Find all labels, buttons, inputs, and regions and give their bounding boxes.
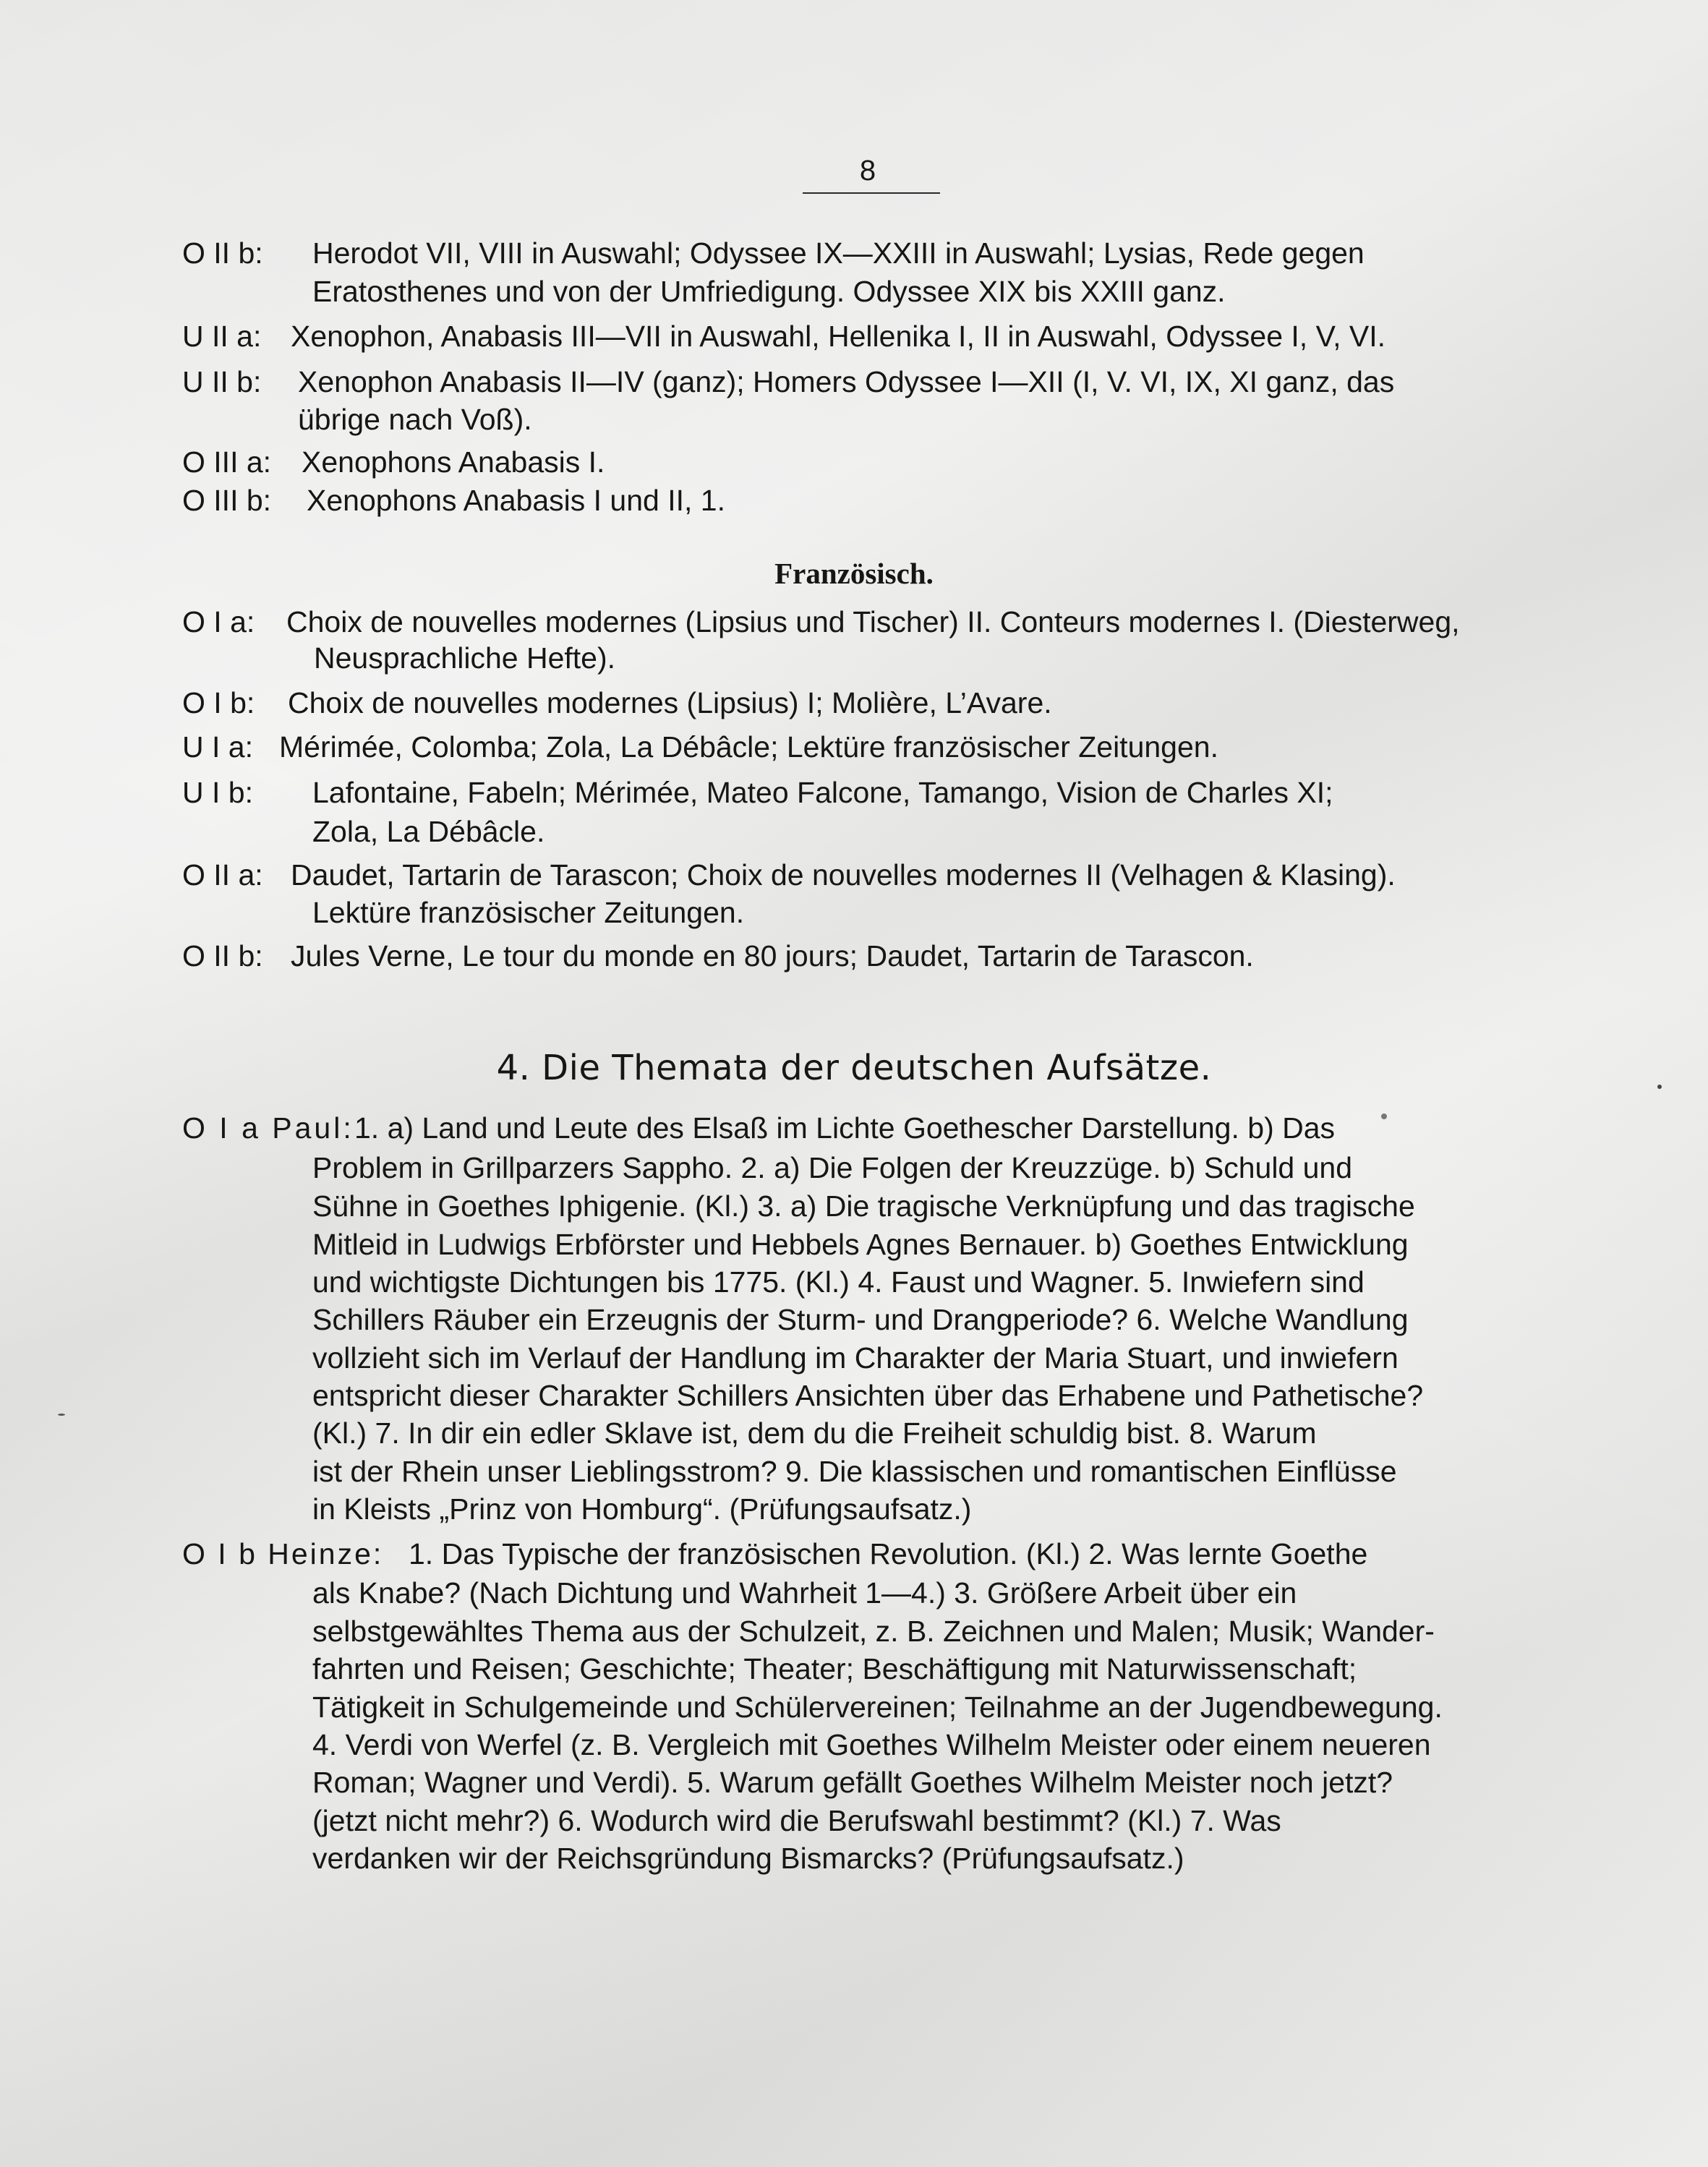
entry-label: U I b: (182, 776, 253, 809)
entry-line: Zola, La Débâcle. (312, 815, 545, 848)
entry-line: Mérimée, Colomba; Zola, La Débâcle; Lektüre französischer Zeitungen. (279, 730, 1218, 764)
page-number: 8 (859, 155, 876, 187)
entry-line: in Kleists „Prinz von Homburg“. (Prüfungsaufsatz.) (312, 1492, 972, 1526)
entry-line: Neusprachliche Hefte). (314, 641, 616, 675)
entry-line: Herodot VII, VIII in Auswahl; Odyssee IX—XXIII in Auswahl; Lysias, Rede gegen (312, 236, 1365, 270)
entry-line: Lafontaine, Fabeln; Mérimée, Mateo Falcone, Tamango, Vision de Charles XI; (312, 776, 1333, 809)
entry-line: selbstgewähltes Thema aus der Schulzeit, z. B. Zeichnen und Malen; Musik; Wander- (312, 1615, 1435, 1648)
entry-label: U II a: (182, 320, 262, 353)
entry-line: Schillers Räuber ein Erzeugnis der Sturm- und Drangperiode? 6. Welche Wandlung (312, 1303, 1409, 1336)
entry-line: Sühne in Goethes Iphigenie. (Kl.) 3. a) Die tragische Verknüpfung und das tragische (312, 1189, 1415, 1223)
entry-line: als Knabe? (Nach Dichtung und Wahrheit 1—4.) 3. Größere Arbeit über ein (312, 1576, 1297, 1610)
entry-label: O I a: (182, 605, 255, 638)
entry-line: 1. Das Typische der französischen Revolution. (Kl.) 2. Was lernte Goethe (409, 1537, 1368, 1570)
entry-line: entspricht dieser Charakter Schillers Ansichten über das Erhabene und Pathetische? (312, 1379, 1424, 1412)
entry-line: vollzieht sich im Verlauf der Handlung im Charakter der Maria Stuart, und inwiefern (312, 1341, 1399, 1375)
entry-line: Daudet, Tartarin de Tarascon; Choix de nouvelles modernes II (Velhagen & Klasing). (291, 858, 1396, 892)
entry-line: Tätigkeit in Schulgemeinde und Schülervereinen; Teilnahme an der Jugendbewegung. (312, 1691, 1443, 1724)
page-number-rule (803, 192, 940, 194)
entry-label: O I a Paul: (182, 1111, 354, 1145)
entry-line: (jetzt nicht mehr?) 6. Wodurch wird die Berufswahl bestimmt? (Kl.) 7. Was (312, 1804, 1281, 1837)
entry-label: O I b: (182, 686, 255, 719)
scan-speck (1657, 1085, 1662, 1089)
entry-label: O I b Heinze: (182, 1537, 384, 1570)
entry-line: Lektüre französischer Zeitungen. (312, 896, 745, 929)
scan-speck (1381, 1114, 1387, 1119)
entry-line: Xenophons Anabasis I und II, 1. (307, 484, 725, 517)
entry-line: (Kl.) 7. In dir ein edler Sklave ist, dem du die Freiheit schuldig bist. 8. Warum (312, 1416, 1317, 1450)
entry-line: Xenophons Anabasis I. (302, 445, 605, 479)
chapter-heading-essays: 4. Die Themata der deutschen Aufsätze. (496, 1048, 1212, 1088)
entry-label: U II b: (182, 365, 262, 398)
entry-line: Mitleid in Ludwigs Erbförster und Hebbels Agnes Bernauer. b) Goethes Entwicklung (312, 1228, 1409, 1261)
section-heading-french: Französisch. (774, 557, 934, 590)
entry-line: 4. Verdi von Werfel (z. B. Vergleich mit Goethes Wilhelm Meister oder einem neueren (312, 1728, 1431, 1761)
entry-line: Xenophon Anabasis II—IV (ganz); Homers Odyssee I—XII (I, V. VI, IX, XI ganz, das (298, 365, 1395, 398)
entry-label: O III b: (182, 484, 272, 517)
entry-line: Problem in Grillparzers Sappho. 2. a) Die Folgen der Kreuzzüge. b) Schuld und (312, 1151, 1353, 1184)
entry-line: fahrten und Reisen; Geschichte; Theater; Beschäftigung mit Naturwissenschaft; (312, 1652, 1357, 1685)
entry-line: und wichtigste Dichtungen bis 1775. (Kl.) 4. Faust und Wagner. 5. Inwiefern sind (312, 1265, 1365, 1299)
scan-speck (58, 1414, 65, 1416)
entry-line: Eratosthenes und von der Umfriedigung. Odyssee XIX bis XXIII ganz. (312, 275, 1226, 308)
entry-label: O II b: (182, 236, 263, 270)
entry-line: Jules Verne, Le tour du monde en 80 jours; Daudet, Tartarin de Tarascon. (291, 939, 1254, 973)
entry-label: O II b: (182, 939, 263, 973)
entry-line: Choix de nouvelles modernes (Lipsius und Tischer) II. Conteurs modernes I. (Diesterweg, (286, 605, 1460, 638)
entry-line: ist der Rhein unser Lieblingsstrom? 9. Die klassischen und romantischen Einflüsse (312, 1455, 1397, 1488)
entry-line: verdanken wir der Reichsgründung Bismarcks? (Prüfungsaufsatz.) (312, 1842, 1184, 1875)
entry-line: 1. a) Land und Leute des Elsaß im Lichte Goethescher Darstellung. b) Das (354, 1111, 1336, 1145)
entry-line: übrige nach Voß). (298, 403, 532, 436)
entry-label: O III a: (182, 445, 272, 479)
entry-label: O II a: (182, 858, 263, 892)
entry-line: Choix de nouvelles modernes (Lipsius) I; Molière, L’Avare. (288, 686, 1052, 719)
entry-label: U I a: (182, 730, 253, 764)
entry-line: Xenophon, Anabasis III—VII in Auswahl, Hellenika I, II in Auswahl, Odyssee I, V, VI. (291, 320, 1386, 353)
entry-line: Roman; Wagner und Verdi). 5. Warum gefällt Goethes Wilhelm Meister noch jetzt? (312, 1766, 1393, 1799)
